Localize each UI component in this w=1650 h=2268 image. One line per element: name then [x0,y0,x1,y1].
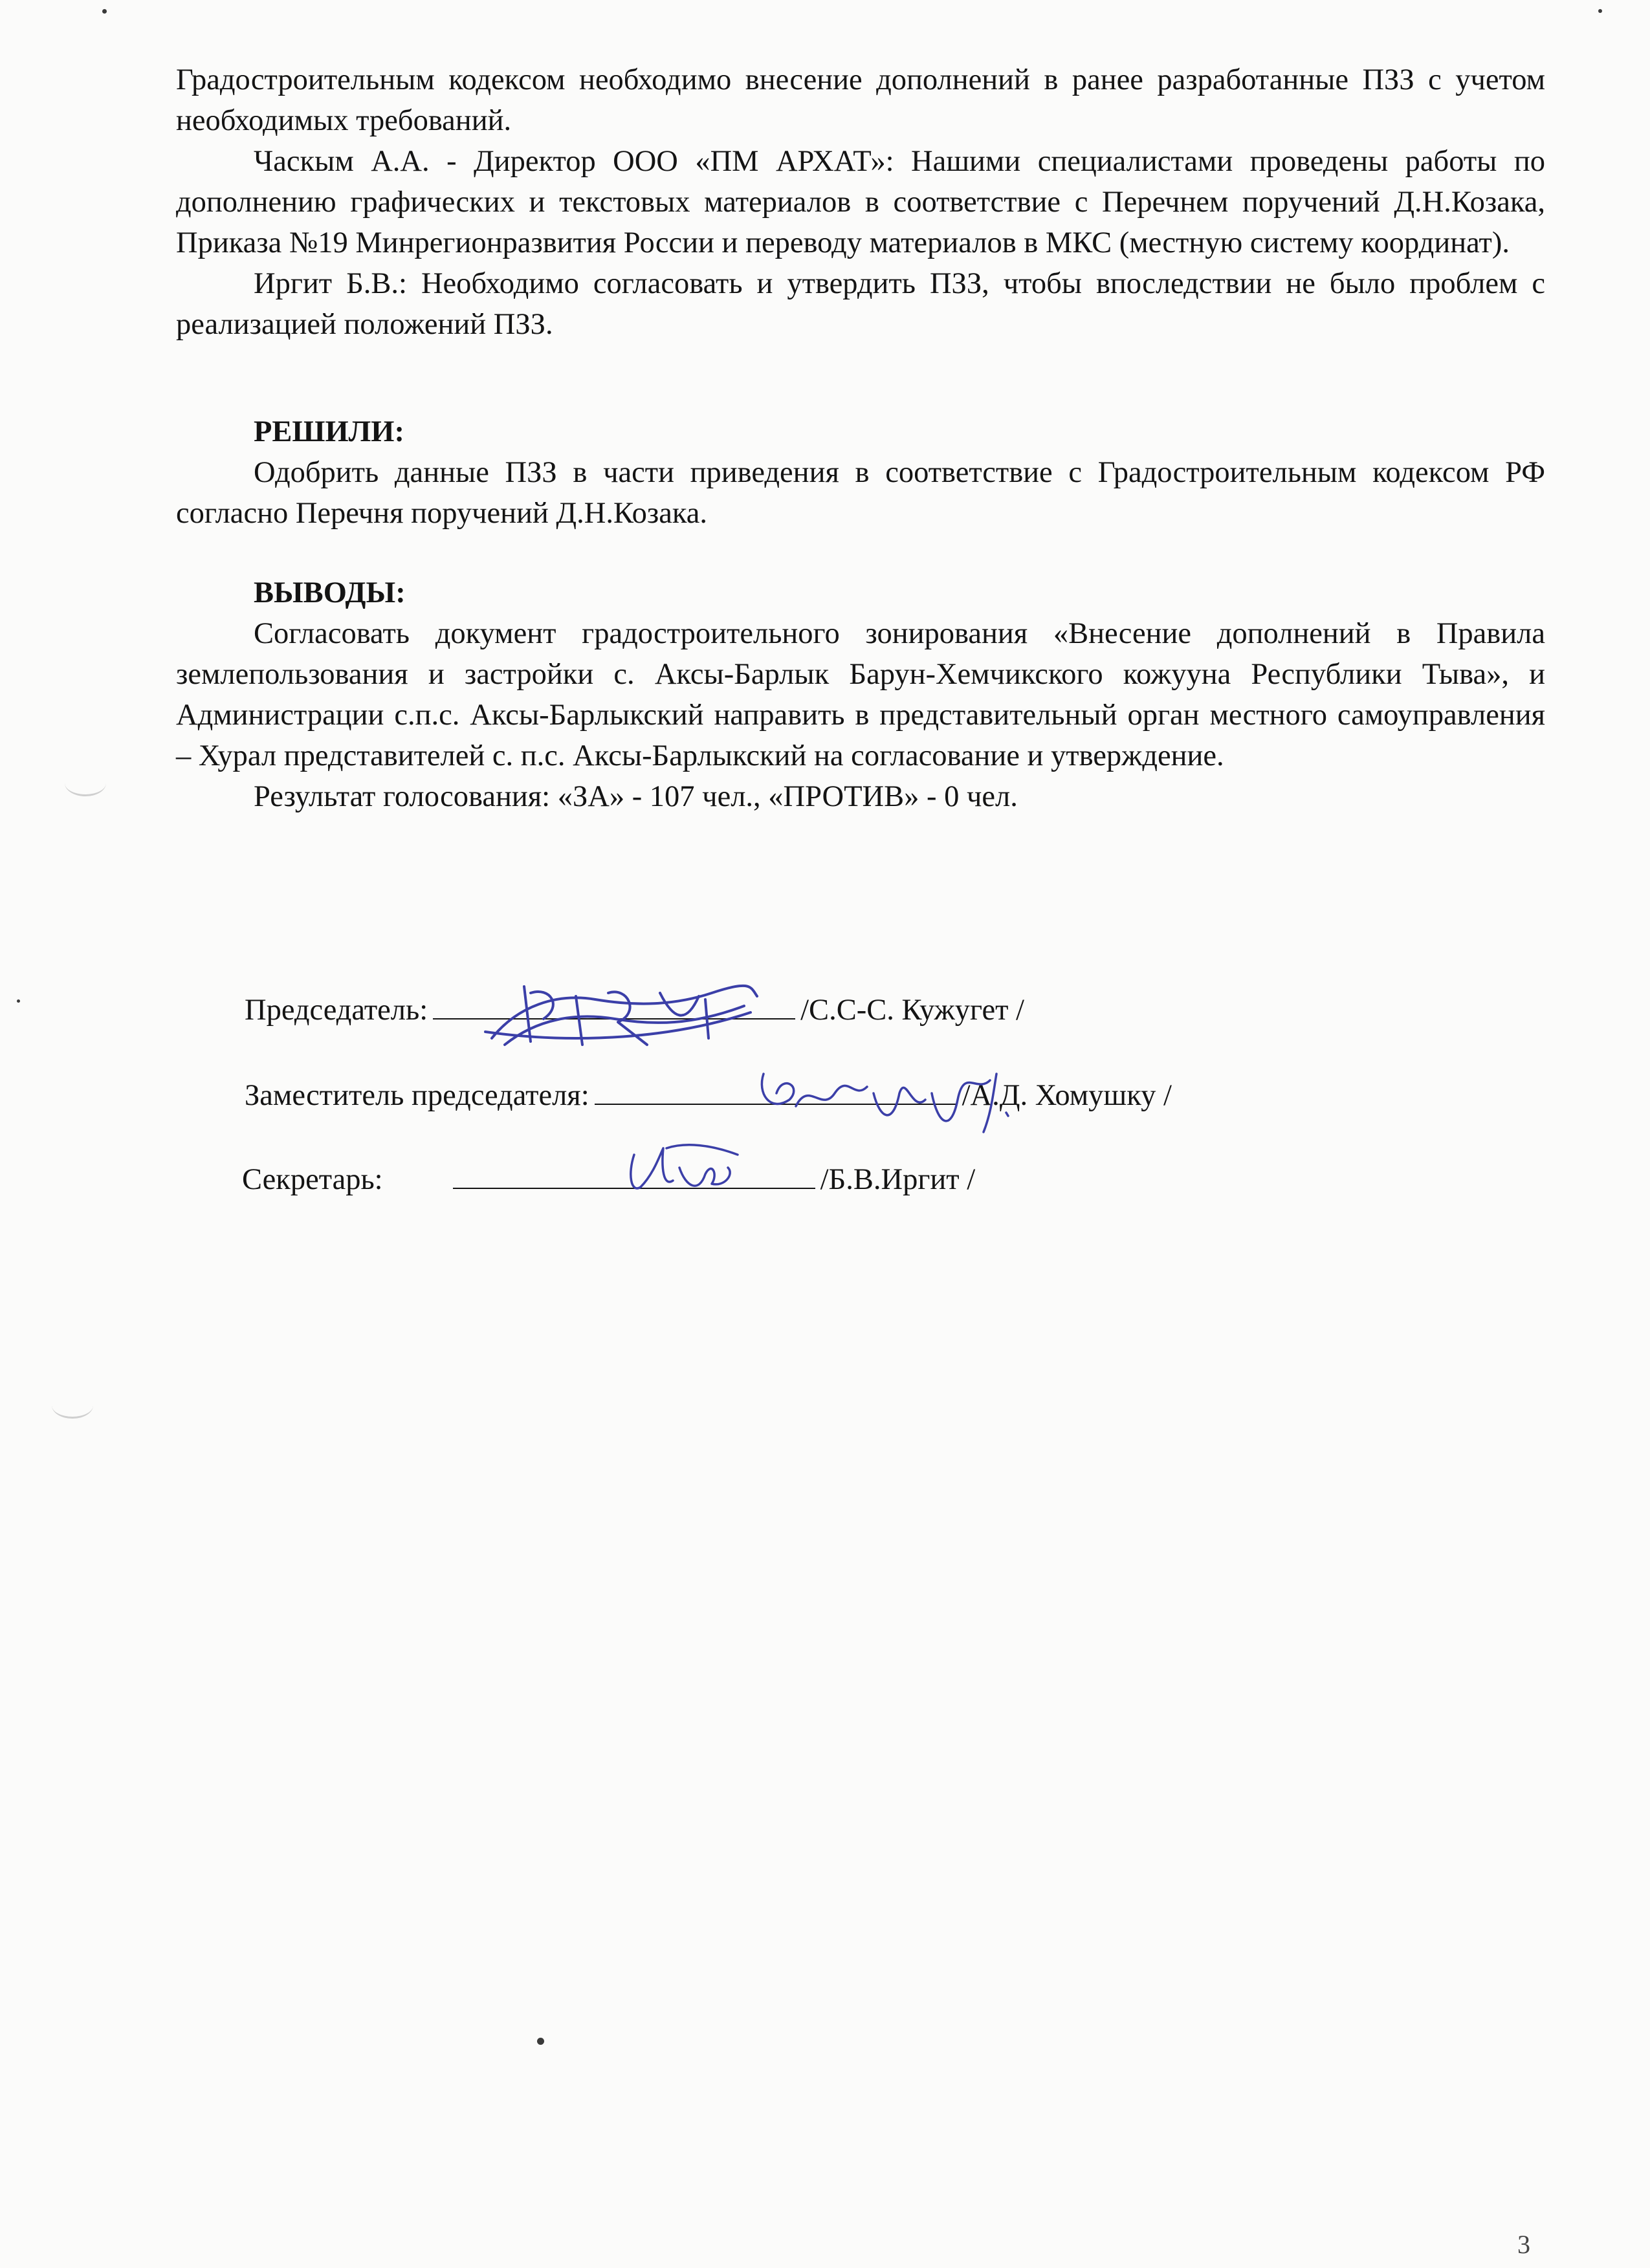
page-number: 3 [1517,2230,1530,2259]
binder-hole-top [65,770,106,796]
scan-speck [1598,9,1602,13]
signature-row-secretary [242,1159,975,1199]
scan-speck [102,9,107,14]
conclusions-heading: ВЫВОДЫ: [254,576,406,609]
deputy-name: /А.Д. Хомушку / [962,1079,1172,1112]
secretary-label: Секретарь: [242,1163,383,1196]
conclusions-section [176,572,1545,817]
scan-speck [17,999,20,1003]
decision-text: Одобрить данные ПЗЗ в части приведения в соответствие с Градостроительным кодексом РФ согласно Перечня поручений Д.Н.Козака. [176,456,1545,530]
decision-section [176,411,1545,534]
binder-hole-bottom [52,1392,93,1419]
signature-row-deputy [245,1075,1172,1115]
vote-result: Результат голосования: «ЗА» - 107 чел., «ПРОТИВ» - 0 чел. [254,780,1018,813]
conclusions-text: Согласовать документ градостроительного зонирования «Внесение дополнений в Правила землепользования и застройки с. Аксы-Барлык Барун-Хемчикского кожууна Республики Тыва», и Администрации с.п.с. Аксы-Барлыкский направить в представительный орган местного самоуправления – Хурал представителей с. п.с. Аксы-Барлыкский на согласование и утверждение. [176,617,1545,772]
text-block-top [176,60,1545,345]
scan-speck [537,2038,544,2045]
paragraph-irgit: Иргит Б.В.: Необходимо согласовать и утвердить ПЗЗ, чтобы впоследствии не было проблем с реализацией положений ПЗЗ. [176,267,1545,341]
secretary-name: /Б.В.Иргит / [820,1163,976,1196]
chairman-name: /С.С-С. Кужугет / [800,994,1024,1027]
paragraph-continuation: Градостроительным кодексом необходимо внесение дополнений в ранее разработанные ПЗЗ с учетом необходимых требований. [176,63,1545,137]
paragraph-chaskym: Часкым А.А. - Директор ООО «ПМ АРХАТ»: Нашими специалистами проведены работы по дополнению графических и текстовых материалов в соответствие с Перечнем поручений Д.Н.Козака, Приказа №19 Минрегионразвития России и переводу материалов в МКС (местную систему координат). [176,145,1545,259]
decision-heading: РЕШИЛИ: [254,415,404,448]
deputy-signature-image [751,1054,1022,1139]
deputy-label: Заместитель председателя: [245,1079,589,1112]
chairman-label: Председатель: [245,994,428,1027]
chairman-signature-image [479,967,764,1064]
secretary-signature-image [615,1135,757,1206]
